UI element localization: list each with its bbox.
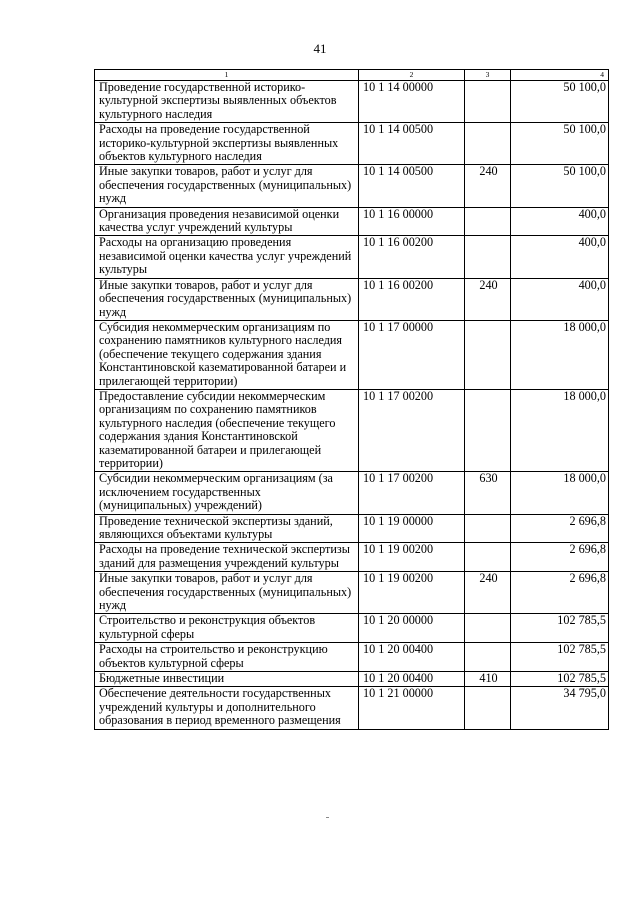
amount: 18 000,0 bbox=[511, 389, 609, 471]
amount: 102 785,5 bbox=[511, 614, 609, 643]
amount: 102 785,5 bbox=[511, 672, 609, 687]
expense-name: Проведение технической экспертизы зданий, являющихся объектами культуры bbox=[95, 514, 359, 543]
expense-type bbox=[465, 320, 511, 389]
target-code: 10 1 14 00500 bbox=[359, 165, 465, 207]
table-row bbox=[95, 472, 609, 514]
table-row bbox=[95, 389, 609, 471]
expense-name: Предоставление субсидии некоммерческим организациям по сохранению памятников культурного наследия (обеспечение текущего содержания здания Константиновской казематированной батареи и прилегающей территории) bbox=[95, 389, 359, 471]
amount: 400,0 bbox=[511, 236, 609, 278]
scan-dot bbox=[326, 817, 329, 818]
target-code: 10 1 17 00200 bbox=[359, 472, 465, 514]
target-code: 10 1 19 00200 bbox=[359, 572, 465, 614]
target-code: 10 1 17 00000 bbox=[359, 320, 465, 389]
table-row bbox=[95, 165, 609, 207]
expense-type: 410 bbox=[465, 672, 511, 687]
table-row bbox=[95, 236, 609, 278]
target-code: 10 1 19 00200 bbox=[359, 543, 465, 572]
expense-type: 240 bbox=[465, 165, 511, 207]
expense-type bbox=[465, 514, 511, 543]
expense-name: Обеспечение деятельности государственных учреждений культуры и дополнительного образования в период временного размещения bbox=[95, 687, 359, 729]
expense-name: Расходы на строительство и реконструкцию объектов культурной сферы bbox=[95, 643, 359, 672]
table-row bbox=[95, 278, 609, 320]
expense-name: Расходы на организацию проведения независимой оценки качества услуг учреждений культуры bbox=[95, 236, 359, 278]
amount: 50 100,0 bbox=[511, 81, 609, 123]
target-code: 10 1 19 00000 bbox=[359, 514, 465, 543]
expense-type bbox=[465, 614, 511, 643]
amount: 18 000,0 bbox=[511, 472, 609, 514]
expense-type bbox=[465, 389, 511, 471]
target-code: 10 1 20 00400 bbox=[359, 643, 465, 672]
amount: 102 785,5 bbox=[511, 643, 609, 672]
target-code: 10 1 20 00000 bbox=[359, 614, 465, 643]
target-code: 10 1 16 00200 bbox=[359, 278, 465, 320]
table-row bbox=[95, 81, 609, 123]
column-header-name: 1 bbox=[95, 70, 359, 81]
expense-name: Иные закупки товаров, работ и услуг для обеспечения государственных (муниципальных) нужд bbox=[95, 572, 359, 614]
table-row bbox=[95, 672, 609, 687]
table-row bbox=[95, 614, 609, 643]
expense-type bbox=[465, 543, 511, 572]
target-code: 10 1 14 00500 bbox=[359, 123, 465, 165]
amount: 18 000,0 bbox=[511, 320, 609, 389]
expense-name: Организация проведения независимой оценки качества услуг учреждений культуры bbox=[95, 207, 359, 236]
target-code: 10 1 21 00000 bbox=[359, 687, 465, 729]
budget-table bbox=[94, 69, 609, 730]
table-row bbox=[95, 543, 609, 572]
target-code: 10 1 16 00200 bbox=[359, 236, 465, 278]
expense-name: Расходы на проведение технической экспертизы зданий для размещения учреждений культуры bbox=[95, 543, 359, 572]
column-header-type: 3 bbox=[465, 70, 511, 81]
amount: 34 795,0 bbox=[511, 687, 609, 729]
amount: 50 100,0 bbox=[511, 165, 609, 207]
target-code: 10 1 14 00000 bbox=[359, 81, 465, 123]
amount: 2 696,8 bbox=[511, 543, 609, 572]
expense-name: Бюджетные инвестиции bbox=[95, 672, 359, 687]
expense-type bbox=[465, 123, 511, 165]
table-row bbox=[95, 207, 609, 236]
expense-type bbox=[465, 687, 511, 729]
amount: 2 696,8 bbox=[511, 572, 609, 614]
table-row bbox=[95, 320, 609, 389]
target-code: 10 1 16 00000 bbox=[359, 207, 465, 236]
expense-type bbox=[465, 207, 511, 236]
expense-type bbox=[465, 643, 511, 672]
expense-name: Субсидия некоммерческим организациям по сохранению памятников культурного наследия (обеспечение текущего содержания здания Константиновской казематированной батареи и прилегающей территории) bbox=[95, 320, 359, 389]
amount: 400,0 bbox=[511, 207, 609, 236]
amount: 50 100,0 bbox=[511, 123, 609, 165]
expense-name: Иные закупки товаров, работ и услуг для обеспечения государственных (муниципальных) нужд bbox=[95, 165, 359, 207]
table-row bbox=[95, 123, 609, 165]
expense-name: Строительство и реконструкция объектов культурной сферы bbox=[95, 614, 359, 643]
table-row bbox=[95, 572, 609, 614]
expense-type: 630 bbox=[465, 472, 511, 514]
expense-name: Расходы на проведение государственной историко-культурной экспертизы выявленных объектов культурного наследия bbox=[95, 123, 359, 165]
expense-name: Иные закупки товаров, работ и услуг для обеспечения государственных (муниципальных) нужд bbox=[95, 278, 359, 320]
expense-type bbox=[465, 81, 511, 123]
header-row bbox=[95, 70, 609, 81]
target-code: 10 1 20 00400 bbox=[359, 672, 465, 687]
table-row bbox=[95, 514, 609, 543]
amount: 2 696,8 bbox=[511, 514, 609, 543]
target-code: 10 1 17 00200 bbox=[359, 389, 465, 471]
expense-type: 240 bbox=[465, 278, 511, 320]
expense-type: 240 bbox=[465, 572, 511, 614]
expense-name: Проведение государственной историко-культурной экспертизы выявленных объектов культурного наследия bbox=[95, 81, 359, 123]
table-row bbox=[95, 643, 609, 672]
amount: 400,0 bbox=[511, 278, 609, 320]
page-number: 41 bbox=[313, 41, 327, 56]
expense-name: Субсидии некоммерческим организациям (за исключением государственных (муниципальных) учреждений) bbox=[95, 472, 359, 514]
column-header-code: 2 bbox=[359, 70, 465, 81]
column-header-amount: 4 bbox=[511, 70, 609, 81]
table-row bbox=[95, 687, 609, 729]
expense-type bbox=[465, 236, 511, 278]
